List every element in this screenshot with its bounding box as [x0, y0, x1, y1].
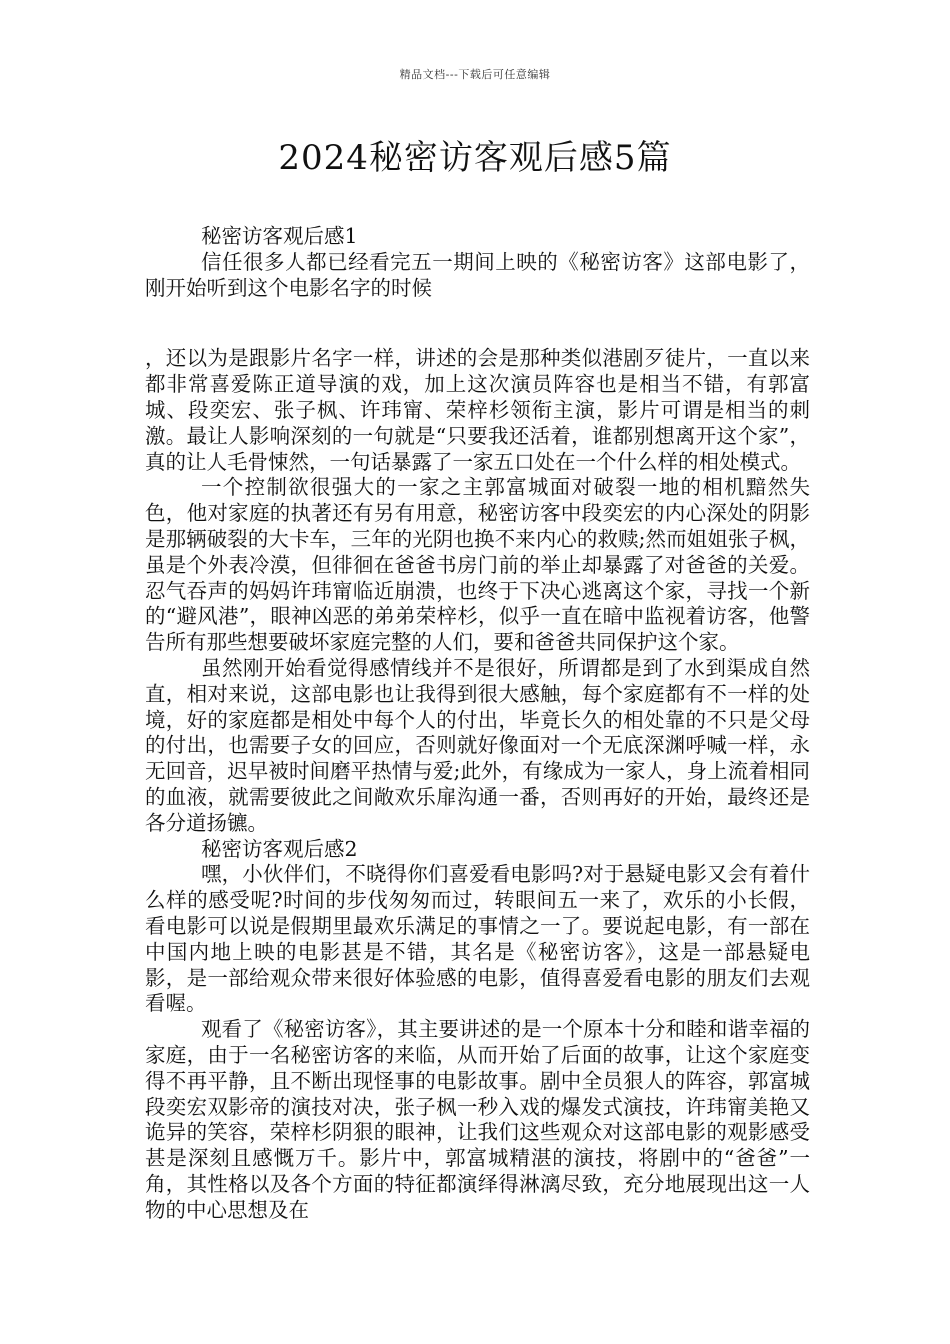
paragraph: 信任很多人都已经看完五一期间上映的《秘密访客》这部电影了，刚开始听到这个电影名字的时候	[145, 249, 810, 300]
document-title: 2024秘密访客观后感5篇	[278, 138, 672, 178]
paragraph: 观看了《秘密访客》，其主要讲述的是一个原本十分和睦和谐幸福的家庭，由于一名秘密访客的来临，从而开始了后面的故事，让这个家庭变得不再平静，且不断出现怪事的电影故事。剧中全员狠人的阵容，郭富城段奕宏双影帝的演技对决，张子枫一秒入戏的爆发式演技，许玮甯美艳又诡异的笑容，荣梓杉阴狠的眼神，让我们这些观众对这部电影的观影感受甚是深刻且感慨万千。影片中，郭富城精湛的演技，将剧中的“爸爸”一角，其性格以及各个方面的特征都演绎得淋漓尽致，充分地展现出这一人物的中心思想及在	[145, 1017, 810, 1222]
header-note: 精品文档---下载后可任意编辑	[399, 68, 551, 81]
section-heading: 秘密访客观后感2	[201, 836, 358, 861]
section-heading: 秘密访客观后感1	[201, 224, 358, 248]
paragraph: ，还以为是跟影片名字一样，讲述的会是那种类似港剧歹徒片，一直以来都非常喜爱陈正道导演的戏，加上这次演员阵容也是相当不错，有郭富城、段奕宏、张子枫、许玮甯、荣梓杉领衔主演，影片可谓是相当的刺激。最让人影响深刻的一句就是“只要我还活着，谁都别想离开这个家”，真的让人毛骨悚然，一句话暴露了一家五口处在一个什么样的相处模式。	[145, 346, 810, 474]
paragraph: 嘿，小伙伴们，不晓得你们喜爱看电影吗?对于悬疑电影又会有着什么样的感受呢?时间的步伐匆匆而过，转眼间五一来了，欢乐的小长假，看电影可以说是假期里最欢乐满足的事情之一了。要说起电影，有一部在中国内地上映的电影甚是不错，其名是《秘密访客》，这是一部悬疑电影，是一部给观众带来很好体验感的电影，值得喜爱看电影的朋友们去观看喔。	[145, 862, 810, 1016]
document-body	[145, 224, 810, 1223]
paragraph: 虽然刚开始看觉得感情线并不是很好，所谓都是到了水到渠成自然直，相对来说，这部电影也让我得到很大感触，每个家庭都有不一样的处境，好的家庭都是相处中每个人的付出，毕竟长久的相处靠的不只是父母的付出，也需要子女的回应，否则就好像面对一个无底深渊呼喊一样，永无回音，迟早被时间磨平热情与爱;此外，有缘成为一家人，身上流着相同的血液，就需要彼此之间敞欢乐扉沟通一番，否则再好的开始，最终还是各分道扬镳。	[145, 655, 810, 835]
paragraph: 一个控制欲很强大的一家之主郭富城面对破裂一地的相机黯然失色，他对家庭的执著还有另有用意，秘密访客中段奕宏的内心深处的阴影是那辆破裂的大卡车，三年的光阴也换不来内心的救赎;然而姐姐张子枫，虽是个外表冷漠，但徘徊在爸爸书房门前的举止却暴露了对爸爸的关爱。忍气吞声的妈妈许玮甯临近崩溃，也终于下决心逃离这个家，寻找一个新的“避风港”，眼神凶恶的弟弟荣梓杉，似乎一直在暗中监视着访客，他警告所有那些想要破坏家庭完整的人们，要和爸爸共同保护这个家。	[145, 475, 810, 655]
